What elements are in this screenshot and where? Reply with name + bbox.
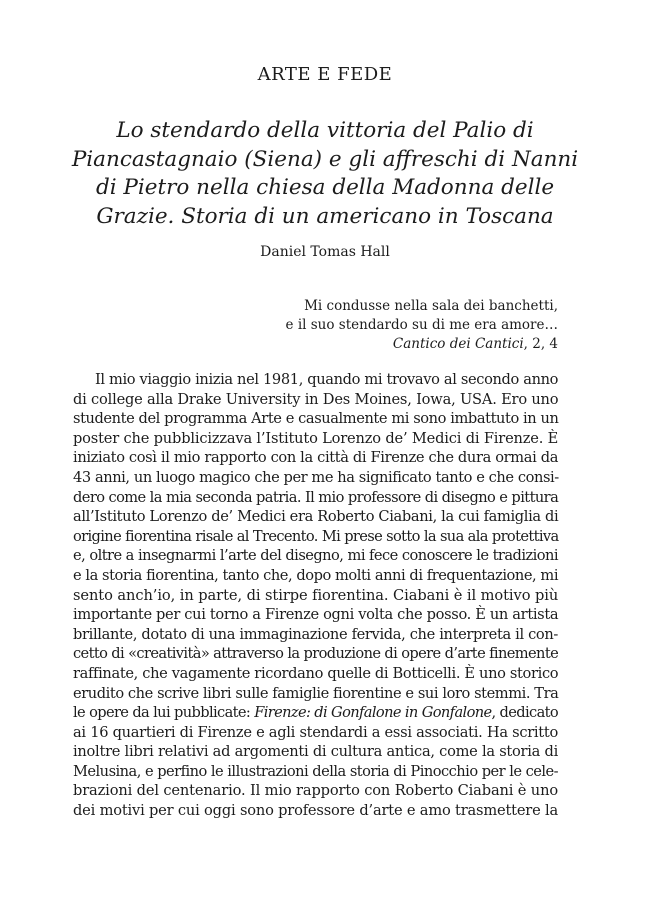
body-line: dero come la mia seconda patria. Il mio professore di disegno e pittura: [73, 488, 559, 506]
body-paragraph: [73, 370, 558, 821]
title-line: Grazie. Storia di un americano in Toscana: [96, 203, 554, 229]
epigraph-citation: [286, 335, 558, 354]
body-line: Il mio viaggio inizia nel 1981, quando mi trovavo al secondo anno: [95, 371, 559, 388]
body-text-run: le opere da lui pubblicate:: [73, 704, 255, 722]
body-line: [73, 703, 558, 723]
body-line: brazioni del centenario. Il mio rapporto con Roberto Ciabani è uno: [73, 782, 558, 800]
body-line: cetto di «creatività» attraverso la produzione di opere d’arte finemente: [73, 645, 559, 663]
body-line: all’Istituto Lorenzo de’ Medici era Roberto Ciabani, la cui famiglia di: [73, 508, 559, 526]
body-line: 43 anni, un luogo magico che per me ha significato tanto e che consi-: [73, 468, 559, 486]
epigraph: [286, 297, 558, 354]
body-line: brillante, dotato di una immaginazione fervida, che interpreta il con-: [73, 625, 559, 643]
epigraph-line: Mi condusse nella sala dei banchetti,: [304, 298, 558, 314]
body-line: inoltre libri relativi ad argomenti di cultura antica, come la storia di: [73, 743, 558, 761]
body-line: dei motivi per cui oggi sono professore d’arte e amo trasmettere la: [73, 802, 559, 820]
title-line: Piancastagnaio (Siena) e gli affreschi di Nanni: [71, 146, 579, 172]
body-line: sento anch’io, in parte, di stirpe fiorentina. Ciabani è il motivo più: [73, 586, 559, 604]
body-line: iniziato così il mio rapporto con la città di Firenze che dura ormai da: [73, 449, 559, 467]
body-line: Melusina, e perfino le illustrazioni della storia di Pinocchio per le cele-: [73, 762, 559, 780]
body-line: e la storia fiorentina, tanto che, dopo molti anni di frequentazione, mi: [73, 566, 559, 584]
body-line: raffinate, che vagamente ricordano quelle di Botticelli. È uno storico: [73, 664, 559, 682]
body-line: studente del programma Arte e casualmente mi sono imbattuto in un: [73, 410, 559, 428]
title-line: di Pietro nella chiesa della Madonna delle: [95, 175, 555, 200]
title-line: Lo stendardo della vittoria del Palio di: [116, 118, 534, 143]
epigraph-source: Cantico dei Cantici: [392, 336, 524, 352]
chapter-title: [60, 117, 590, 231]
body-line: di college alla Drake University in Des Moines, Iowa, USA. Ero uno: [73, 390, 559, 408]
epigraph-reference: , 2, 4: [523, 336, 558, 352]
body-line: e, oltre a insegnarmi l’arte del disegno, mi fece conoscere le tradizioni: [73, 547, 558, 565]
section-heading: ARTE E FEDE: [257, 64, 393, 85]
body-line: poster che pubblicizzava l’Istituto Lorenzo de’ Medici di Firenze. È: [73, 429, 559, 447]
book-title-italic: Firenze: di Gonfalone in Gonfalone: [254, 704, 492, 722]
body-line: origine fiorentina risale al Trecento. Mi prese sotto la sua ala protettiva: [73, 527, 559, 545]
body-text-run: , dedicato: [491, 704, 559, 722]
body-line: erudito che scrive libri sulle famiglie fiorentine e sui loro stemmi. Tra: [73, 684, 559, 702]
author-name: Daniel Tomas Hall: [260, 244, 390, 260]
epigraph-line: e il suo stendardo su di me era amore…: [285, 317, 558, 333]
body-line: importante per cui torno a Firenze ogni volta che posso. È un artista: [73, 606, 559, 624]
body-line: ai 16 quartieri di Firenze e agli stendardi a essi associati. Ha scritto: [73, 723, 558, 741]
